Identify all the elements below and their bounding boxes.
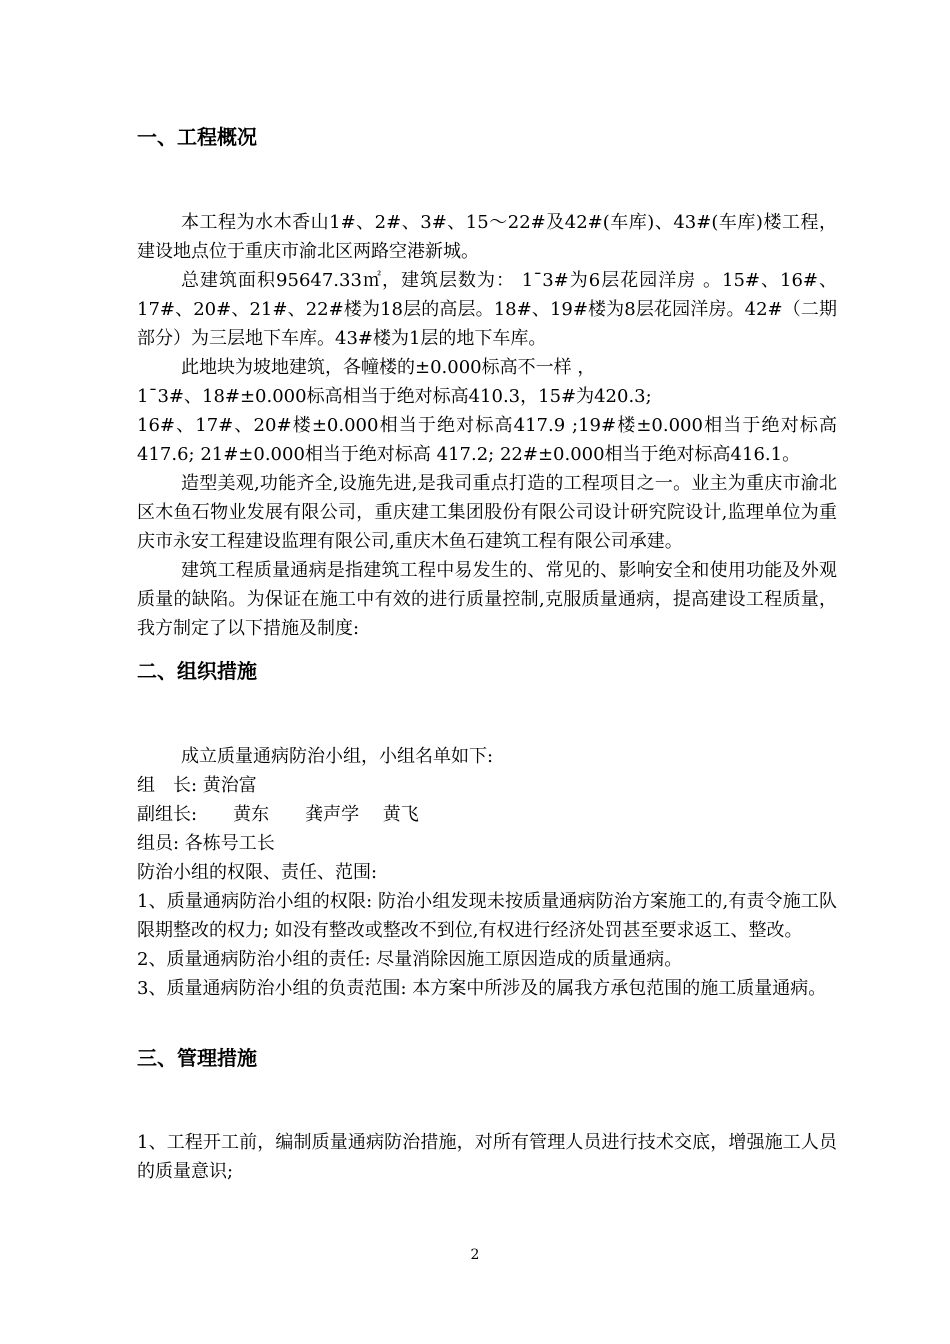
- elevation-line: 1¯3#、18#±0.000标高相当于绝对标高410.3，15#为420.3;: [137, 386, 652, 407]
- list-item: 2、质量通病防治小组的责任: 尽量消除因施工原因造成的质量通病。: [137, 949, 683, 970]
- list-item: 1、工程开工前，编制质量通病防治措施，对所有管理人员进行技术交底，增强施工人员的质量意识;: [137, 1132, 837, 1182]
- quality-defects-paragraph: 建筑工程质量通病是指建筑工程中易发生的、常见的、影响安全和使用功能及外观质量的缺陷。为保证在施工中有效的进行质量控制,克服质量通病，提高建设工程质量，我方制定了以下措施及制度:: [137, 560, 837, 639]
- team-leader: 组 长: 黄治富: [137, 775, 257, 796]
- section-2-heading: 二、组织措施: [137, 659, 257, 683]
- section-2-body: [137, 742, 837, 1003]
- list-item: 1、质量通病防治小组的权限: 防治小组发现未按质量通病防治方案施工的,有责令施工队限期整改的权力; 如没有整改或整改不到位,有权进行经济处罚甚至要求返工、整改。: [137, 891, 837, 941]
- building-area-paragraph: 总建筑面积95647.33㎡，建筑层数为： 1¯3#为6层花园洋房 。15#、16#、17#、20#、21#、22#楼为18层的高层。18#、19#楼为8层花园洋房。42#（二期部分）为三层地下车库。43#楼为1层的地下车库。: [137, 270, 837, 349]
- page-number: 2: [470, 1247, 480, 1263]
- section-3-heading: 三、管理措施: [137, 1046, 257, 1070]
- elevation-line: 16#、17#、20#楼±0.000相当于绝对标高417.9 ;19#楼±0.000相当于绝对标高417.6; 21#±0.000相当于绝对标高 417.2; 22#±0.000相当于绝对标高416.1。: [137, 415, 837, 465]
- scope-title: 防治小组的权限、责任、范围:: [137, 862, 378, 883]
- section-1-heading: 一、工程概况: [137, 125, 257, 149]
- team-members: 组员: 各栋号工长: [137, 833, 275, 854]
- slope-site-paragraph: 此地块为坡地建筑，各幢楼的±0.000标高不一样 ，: [181, 357, 596, 378]
- team-deputies: 副组长: 黄东 龚声学 黄飞: [137, 804, 419, 825]
- section-3-body: [137, 1128, 837, 1186]
- list-item: 3、质量通病防治小组的负责范围: 本方案中所涉及的属我方承包范围的施工质量通病。: [137, 978, 827, 999]
- project-intro-paragraph: 本工程为水木香山1#、2#、3#、15～22#及42#(车库)、43#(车库)楼工程，建设地点位于重庆市渝北区两路空港新城。: [137, 212, 837, 262]
- section-1-body: [137, 208, 837, 643]
- design-owner-paragraph: 造型美观,功能齐全,设施先进,是我司重点打造的工程项目之一。业主为重庆市渝北区木鱼石物业发展有限公司，重庆建工集团股份有限公司设计研究院设计,监理单位为重庆市永安工程建设监理有限公司,重庆木鱼石建筑工程有限公司承建。: [137, 473, 837, 552]
- team-intro: 成立质量通病防治小组，小组名单如下:: [181, 746, 494, 767]
